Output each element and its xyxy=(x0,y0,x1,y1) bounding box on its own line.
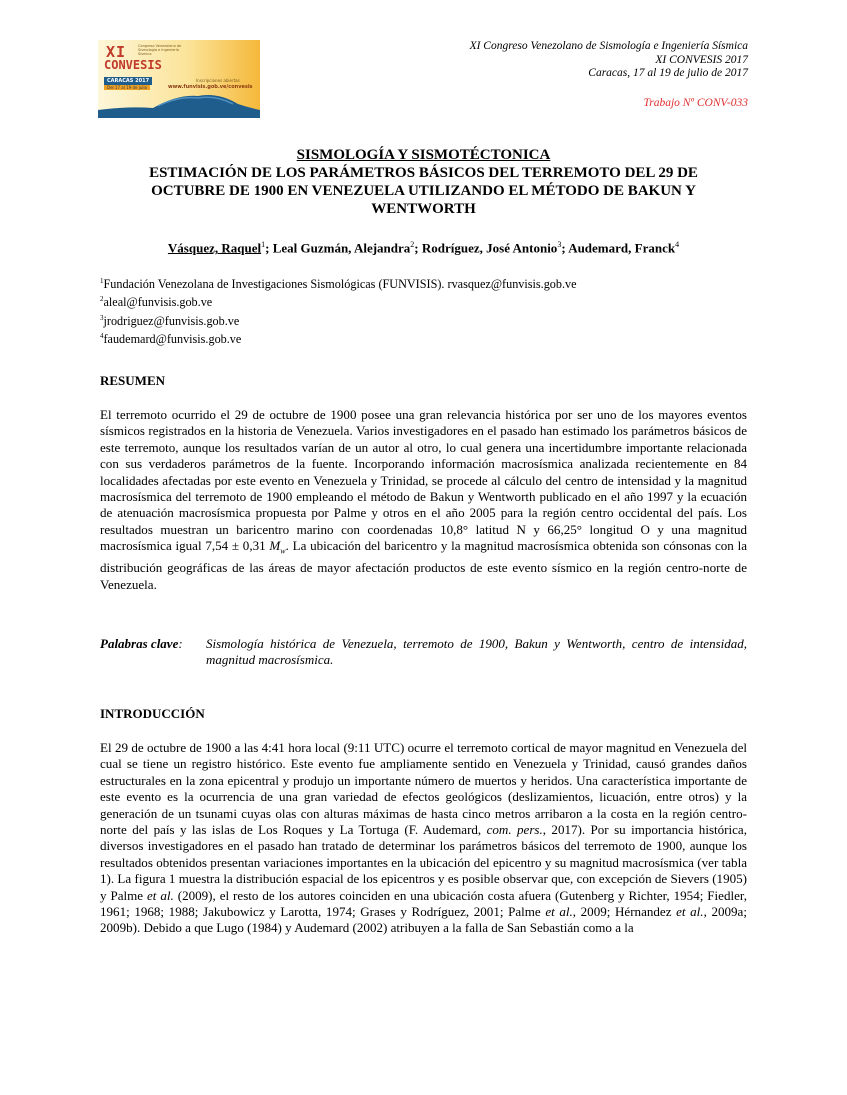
affiliation-line xyxy=(100,329,577,347)
affiliation-mark: 4 xyxy=(100,331,104,340)
author-mark: 1 xyxy=(261,240,266,249)
intro-text: , 2017). Por su importancia histórica, diversos investigadores en el pasado han tratado de determinar los parámetros básicos del terremoto de 1900, aunque los resultados obtenidos presentan variaciones importantes en la ubicación del epicentro y su magnitud macrosísmica (ver tabla 1). La figura 1 muestra la distribución espacial de los epicentros y es posible observar que, con excepción de Sievers (1905) y Palme xyxy=(100,822,747,903)
logo-mountain-icon xyxy=(98,88,260,118)
affiliation-mark: 2 xyxy=(100,295,104,304)
paper-title-line-1: ESTIMACIÓN DE LOS PARÁMETROS BÁSICOS DEL TERREMOTO DEL 29 DE xyxy=(149,165,698,181)
intro-text: , 2009a; 2009b). Debido a que Lugo (1984) y Audemard (2002) atribuyen a la falla de San Sebastián como a la xyxy=(100,904,747,936)
affiliation-text: Fundación Venezolana de Investigaciones Sismológicas (FUNVISIS). rvasquez@funvisis.gob.ve xyxy=(103,277,577,292)
convesis-logo xyxy=(98,40,260,118)
author-name: Rodríguez, José Antonio xyxy=(421,240,558,256)
introduction-heading: INTRODUCCIÓN xyxy=(100,706,205,721)
keywords-label: Palabras clave: xyxy=(100,636,183,651)
intro-italic: et al. xyxy=(545,904,573,920)
author-list: Vásquez, Raquel$^1$; Leal Guzmán, Alejandra$^2$; Rodríguez, José Antonio$^3$; Audemard, Franck$^4$ xyxy=(167,240,680,256)
magnitude-symbol: M xyxy=(269,538,281,554)
magnitude-subscript: w xyxy=(280,546,286,556)
abstract-paragraph xyxy=(100,407,747,593)
section-title: SISMOLOGÍA Y SISMOTÉCTONICA xyxy=(296,147,551,163)
logo-city: CARACAS 2017 xyxy=(104,77,152,85)
intro-text: El 29 de octubre de 1900 a las 4:41 hora local (9:11 UTC) ocurre el terremoto cortical de mayor magnitud en Venezuela del cual se tiene un registro histórico. Este evento fue ampliamente sentido en Venezuela y Trinidad, causó grandes daños estructurales en la zona epicentral y produjo un importante número de muertos y heridos. Una característica importante de este evento es la ocurrencia de una gran variedad de efectos geológicos (deslizamientos, licuación, entre otros) y la generación de un tsunami cuyas olas con alturas máximas de hasta cinco metros arribaron a la costa en la región centro-norte del país y las islas de Los Roques y La Tortuga (F. Audemard, xyxy=(100,740,747,838)
author-name: Leal Guzmán, Alejandra xyxy=(272,240,411,256)
affiliation-line xyxy=(100,311,577,329)
paper-number: Trabajo Nº CONV-033 xyxy=(643,97,748,109)
conference-header xyxy=(470,40,748,81)
intro-italic: et al. xyxy=(676,904,704,920)
paper-title-block xyxy=(100,146,747,218)
author-mark: 4 xyxy=(675,240,680,249)
affiliation-email: faudemard@funvisis.gob.ve xyxy=(103,331,242,346)
logo-url: www.funvisis.gob.ve/convesis xyxy=(168,84,253,90)
intro-text: (2009), el resto de los autores coinciden en una ubicación costa afuera (Gutenberg y Richter, 1954; Fiedler, 1961; 1968; 1988; Jakubowicz y Larotta, 1974; Grases y Rodríguez, 2001; Palme xyxy=(100,887,747,920)
affiliation-mark: 1 xyxy=(100,277,104,285)
affiliation-email: aleal@funvisis.gob.ve xyxy=(103,295,213,310)
author-name: Vásquez, Raquel xyxy=(167,240,262,256)
introduction-paragraph xyxy=(100,740,747,937)
intro-text: , 2009; Hérnandez xyxy=(572,904,677,920)
paper-title-line-2: OCTUBRE DE 1900 EN VENEZUELA UTILIZANDO EL MÉTODO DE BAKUN Y xyxy=(151,183,696,199)
abstract-text: El terremoto ocurrido el 29 de octubre de 1900 posee una gran relevancia histórica por ser uno de los mayores eventos sísmicos registrados en la historia de Venezuela. Varios investigadores en el pasado han estimado los parámetros básicos de este terremoto, aunque los resultados varían de un autor al otro, lo cual genera una incertidumbre importante relacionada con sus verdaderos parámetros de la fuente. Incorporando información macrosísmica analizada recientemente en 84 localidades afectadas por este evento en Venezuela y Trinidad, se procede al cálculo del centro de intensidad y la magnitud macrosísmica del terremoto de 1900 empleando el método de Bakun y Wentworth publicado en el año 1997 y la ecuación de atenuación macrosísmica propuesta por Palme y otros en el año 2005 para la región centro occidental del país. Los resultados muestran un baricentro marino con coordenadas 10,8° latitud N y 66,25° longitud O y una magnitud macrosísmica igual 7,54 ± 0,31 xyxy=(100,407,747,554)
abstract-text: . La ubicación del baricentro y la magnitud macrosísmica obtenida son cónsonas con la distribución geográficas de las áreas de mayor afectación productos de este evento sísmico en la región centro-norte de Venezuela. xyxy=(100,538,747,592)
logo-dates: Del 17 al 19 de julio xyxy=(104,85,150,90)
affiliations xyxy=(100,274,577,347)
abstract-heading: RESUMEN xyxy=(100,373,166,388)
conference-name: XI Congreso Venezolano de Sismología e Ingeniería Sísmica xyxy=(469,40,748,52)
author-name: Audemard, Franck xyxy=(568,240,676,256)
intro-italic: et al. xyxy=(147,887,174,903)
affiliation-mark: 3 xyxy=(100,313,104,322)
logo-registration: Inscripciones abiertas xyxy=(196,78,240,83)
affiliation-email: jrodriguez@funvisis.gob.ve xyxy=(103,313,240,328)
logo-name: CONVESIS xyxy=(104,58,162,72)
conference-edition: XI CONVESIS 2017 xyxy=(655,53,748,66)
author-mark: 3 xyxy=(557,240,562,249)
logo-tagline: Congreso Venezolano de Sismología e Ingeniería Sísmica xyxy=(138,44,182,56)
author-mark: 2 xyxy=(410,240,415,249)
affiliation-line xyxy=(100,274,577,292)
logo-edition: XI xyxy=(106,43,127,61)
keywords-text: Sismología histórica de Venezuela, terremoto de 1900, Bakun y Wentworth, centro de intensidad, magnitud macrosísmica. xyxy=(206,636,747,668)
paper-title-line-3: WENTWORTH xyxy=(371,201,476,217)
intro-italic: com. pers. xyxy=(486,822,543,838)
conference-dates: Caracas, 17 al 19 de julio de 2017 xyxy=(588,67,748,79)
affiliation-line xyxy=(100,292,577,310)
